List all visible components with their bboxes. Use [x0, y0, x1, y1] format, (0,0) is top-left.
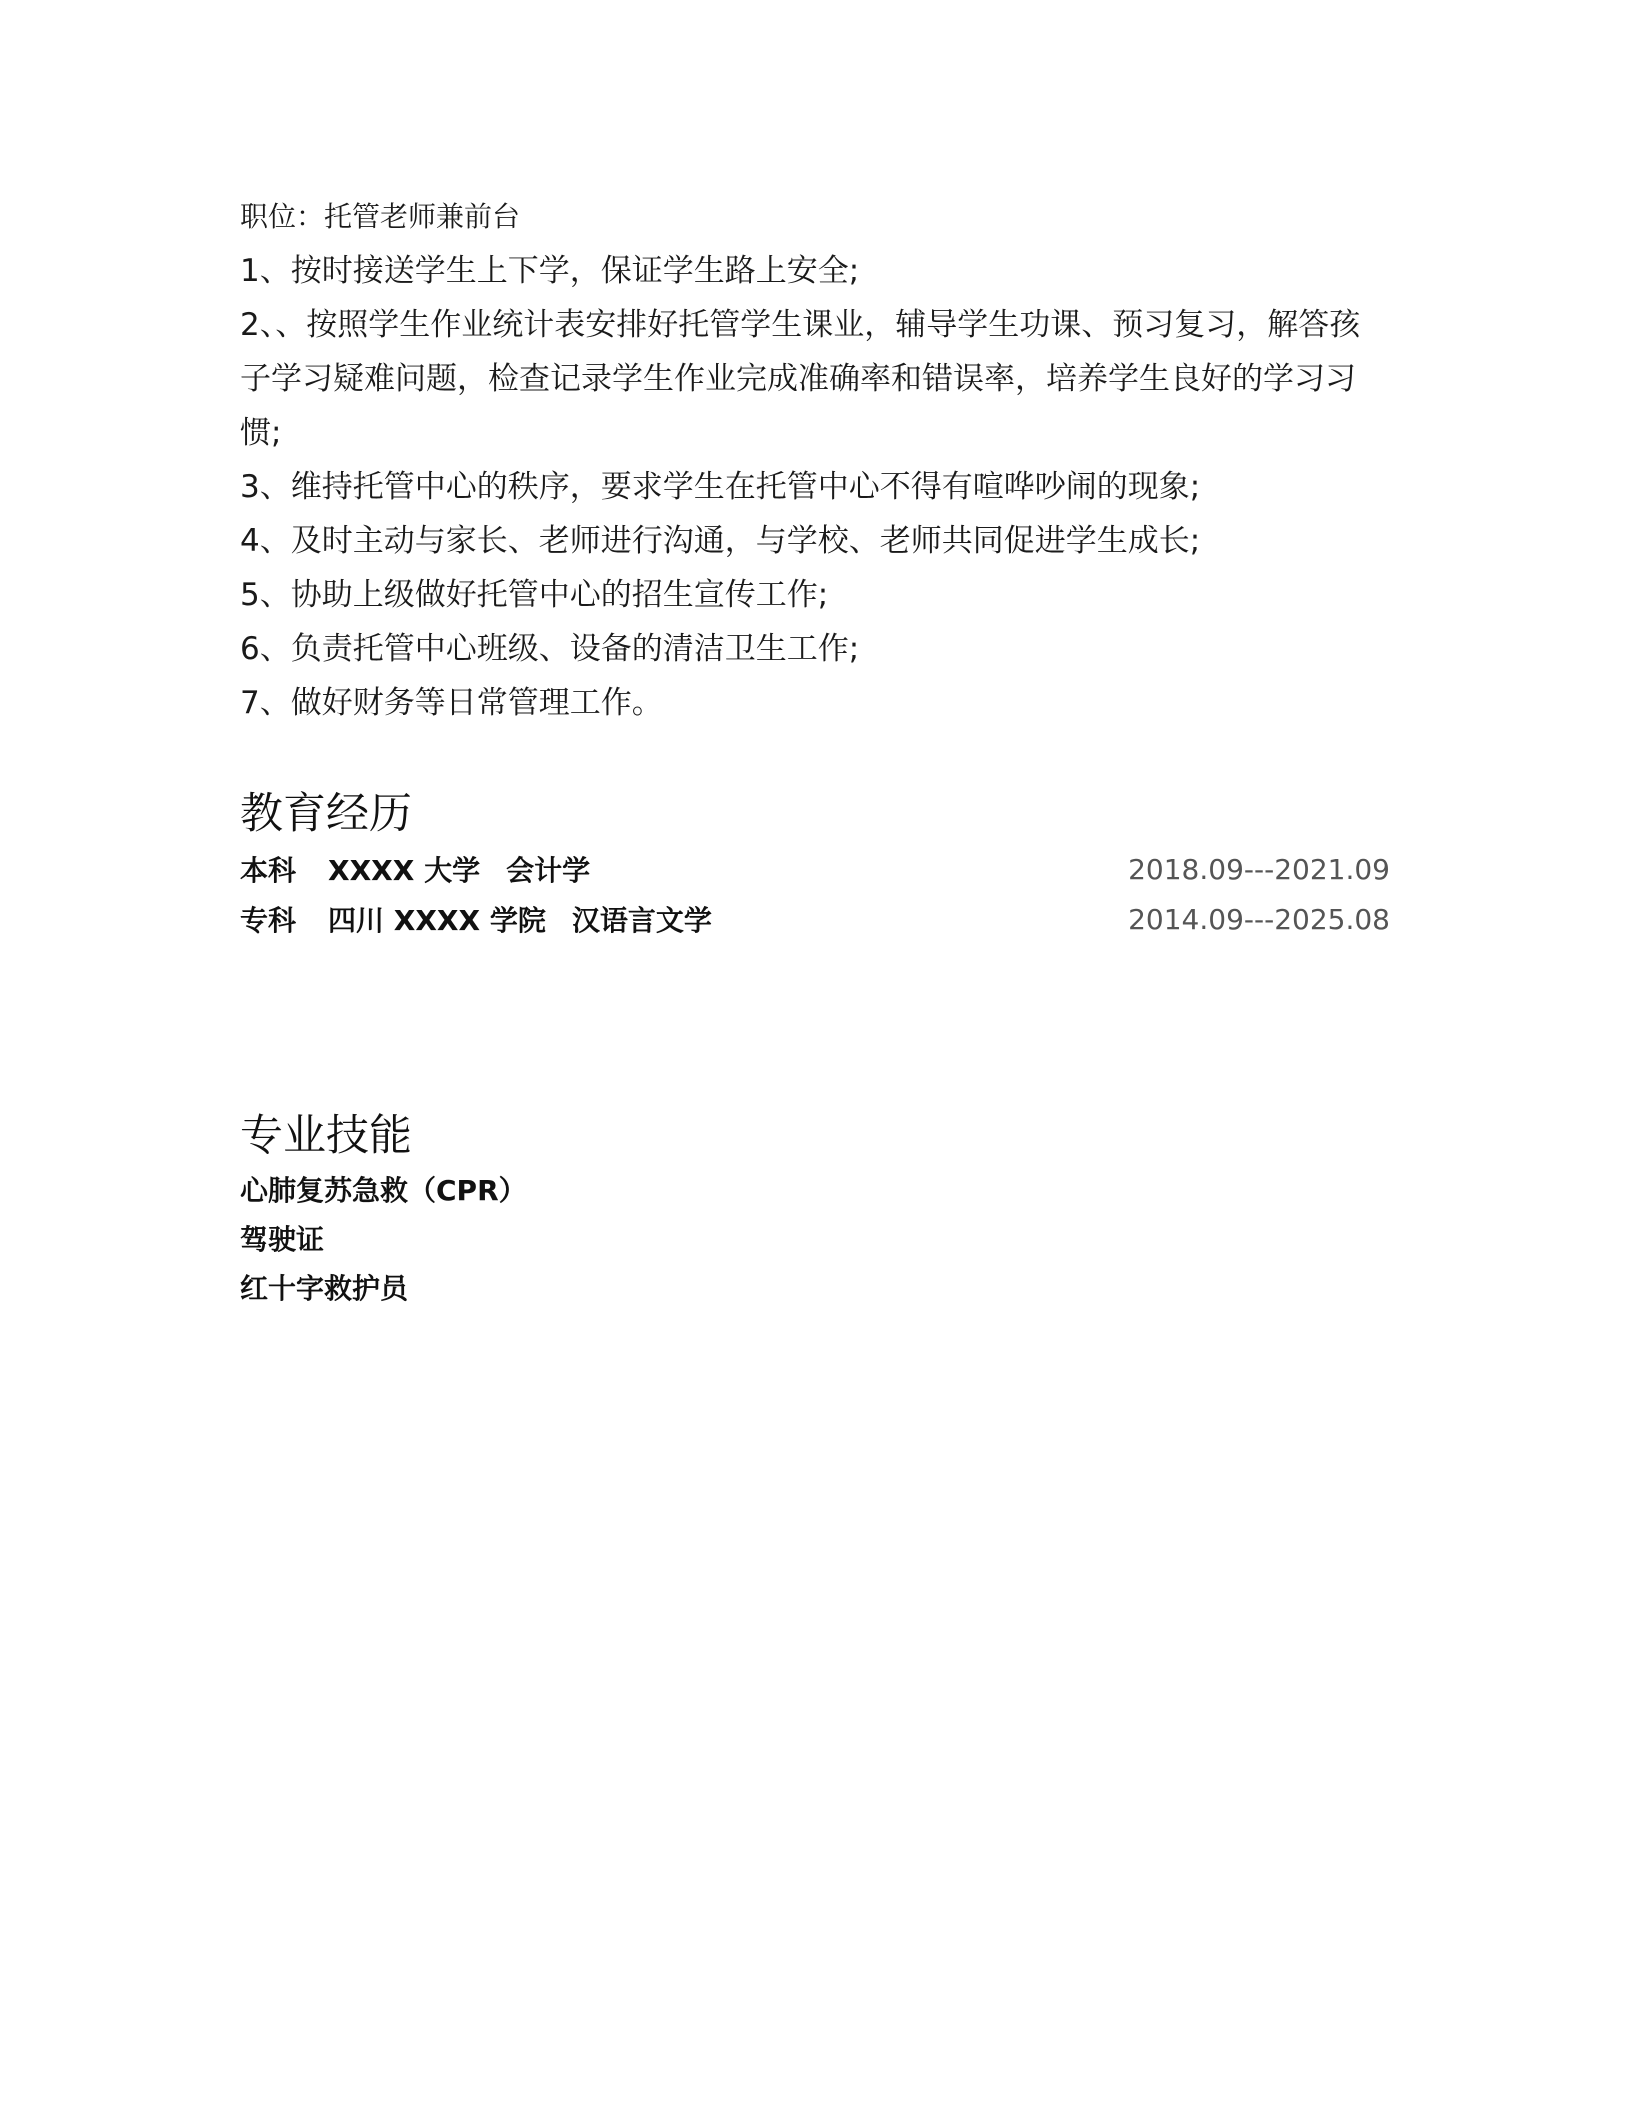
skills-heading: 专业技能 — [240, 1111, 412, 1161]
education-degree: 专科 — [240, 904, 297, 937]
education-dates: 2014.09---2025.08 — [1128, 902, 1390, 936]
duty-item: 5、协助上级做好托管中心的招生宣传工作; — [240, 577, 829, 613]
duty-item: 7、做好财务等日常管理工作。 — [240, 685, 663, 721]
duty-item: 3、维持托管中心的秩序，要求学生在托管中心不得有喧哗吵闹的现象; — [240, 469, 1201, 505]
duty-item: 1、按时接送学生上下学，保证学生路上安全; — [240, 253, 860, 289]
education-school: XXXX 大学 — [328, 854, 481, 887]
duties-list — [240, 244, 1390, 730]
position-line: 职位：托管老师兼前台 — [240, 200, 521, 233]
education-major: 汉语言文学 — [571, 904, 712, 937]
skill-item: 驾驶证 — [240, 1223, 325, 1256]
skill-item: 心肺复苏急救（CPR） — [240, 1174, 527, 1207]
education-dates: 2018.09---2021.09 — [1128, 852, 1390, 886]
skill-item: 红十字救护员 — [240, 1272, 409, 1305]
education-school: 四川 XXXX 学院 — [328, 904, 546, 937]
skills-section — [240, 1106, 1390, 1313]
education-heading: 教育经历 — [240, 789, 412, 839]
education-row — [240, 894, 1390, 944]
duty-item: 6、负责托管中心班级、设备的清洁卫生工作; — [240, 631, 860, 667]
skills-list — [240, 1166, 1390, 1313]
duty-item: 2、、按照学生作业统计表安排好托管学生课业，辅导学生功课、预习复习，解答孩子学习疑难问题，检查记录学生作业完成准确率和错误率，培养学生良好的学习习惯; — [240, 307, 1361, 451]
education-info — [240, 849, 590, 889]
education-info — [240, 899, 712, 939]
resume-page — [240, 190, 1390, 1313]
education-section — [240, 784, 1390, 944]
duty-item: 4、及时主动与家长、老师进行沟通，与学校、老师共同促进学生成长; — [240, 523, 1201, 559]
education-row — [240, 844, 1390, 894]
education-major: 会计学 — [506, 854, 591, 887]
education-degree: 本科 — [240, 854, 297, 887]
